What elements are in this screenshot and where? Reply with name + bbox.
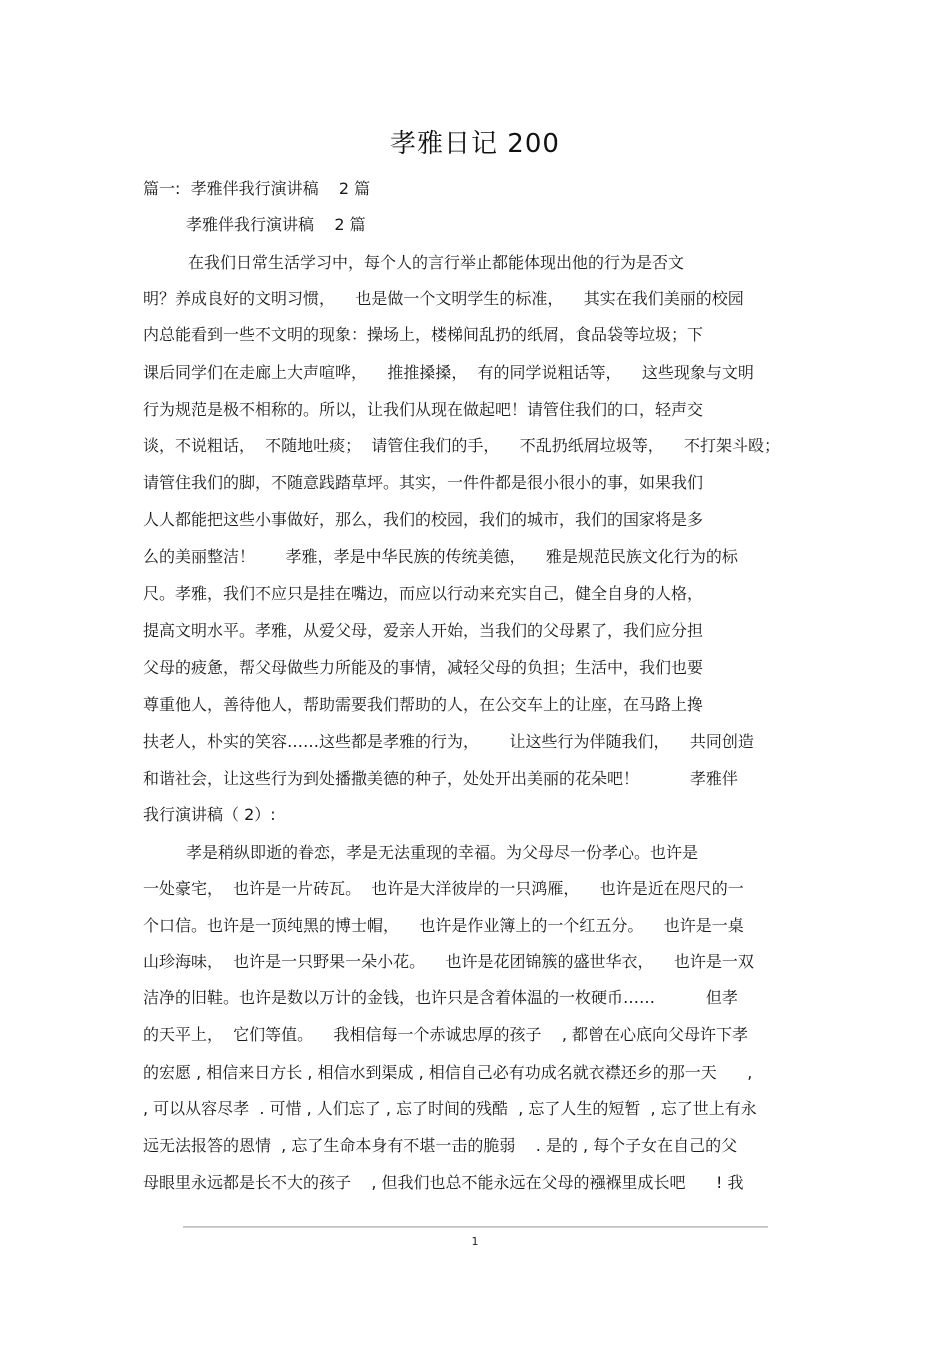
text-line: 提高文明水平。孝雅，从爱父母，爱亲人开始，当我们的父母累了，我们应分担 xyxy=(143,621,704,640)
text-line: 谈，不说粗话， 不随地吐痰； 请管住我们的手， 不乱扔纸屑垃圾等， 不打架斗殴； xyxy=(143,436,781,455)
text-line: 课后同学们在走廊上大声喧哗， 推推搡搡， 有的同学说粗话等， 这些现象与文明 xyxy=(143,363,754,382)
text-line: 的宏愿 , 相信来日方长 , 相信水到渠成 , 相信自己必有功成名就衣襟还乡的那一天 , xyxy=(143,1063,753,1082)
text-line: 明？养成良好的文明习惯， 也是做一个文明学生的标准， 其实在我们美丽的校园 xyxy=(143,289,744,308)
text-line: 一处豪宅， 也许是一片砖瓦。 也许是大洋彼岸的一只鸿雁， 也许是近在咫尺的一 xyxy=(143,879,744,898)
text-line: 行为规范是极不相称的。所以，让我们从现在做起吧！请管住我们的口，轻声交 xyxy=(143,400,704,419)
text-line: 父母的疲惫，帮父母做些力所能及的事情，减轻父母的负担；生活中，我们也要 xyxy=(143,658,704,677)
text-line: 我行演讲稿（ 2）: xyxy=(143,805,276,824)
text-line: 内总能看到一些不文明的现象：操场上，楼梯间乱扔的纸屑，食品袋等垃圾；下 xyxy=(143,325,704,344)
text-line: 个口信。也许是一顶纯黑的博士帽， 也许是作业簿上的一个红五分。 也许是一桌 xyxy=(143,916,744,935)
text-line: 孝雅伴我行演讲稿 2 篇 xyxy=(186,215,366,234)
text-line: 请管住我们的脚，不随意践踏草坪。其实，一件件都是很小很小的事，如果我们 xyxy=(143,473,704,492)
text-line: 的天平上， 它们等值。 我相信每一个赤诚忠厚的孩子 , 都曾在心底向父母许下孝 xyxy=(143,1025,749,1044)
text-line: 孝是稍纵即逝的眷恋，孝是无法重现的幸福。为父母尽一份孝心。也许是 xyxy=(186,843,699,862)
text-line: , 可以从容尽孝 . 可惜 , 人们忘了 , 忘了时间的残酷 , 忘了人生的短暂 , 忘了世上有永 xyxy=(143,1099,757,1118)
text-line: 扶老人，朴实的笑容……这些都是孝雅的行为， 让这些行为伴随我们， 共同创造 xyxy=(143,732,754,751)
text-line: 母眼里永远都是长不大的孩子 , 但我们也总不能永远在父母的襁褓里成长吧 ! 我 xyxy=(143,1173,744,1192)
text-line: 远无法报答的恩情 , 忘了生命本身有不堪一击的脆弱 . 是的 , 每个子女在自己的父 xyxy=(143,1136,738,1155)
text-line: 尊重他人，善待他人，帮助需要我们帮助的人，在公交车上的让座，在马路上搀 xyxy=(143,695,704,714)
text-line: 在我们日常生活学习中，每个人的言行举止都能体现出他的行为是否文 xyxy=(188,253,685,272)
page-number: 1 xyxy=(471,1235,479,1248)
footer-divider xyxy=(183,1226,768,1228)
text-line: 洁净的旧鞋。也许是数以万计的金钱，也许只是含着体温的一枚硬币…… 但孝 xyxy=(143,988,738,1007)
document-title: 孝雅日记 200 xyxy=(390,129,560,159)
text-line: 尺。孝雅，我们不应只是挂在嘴边，而应以行动来充实自己，健全自身的人格， xyxy=(143,584,704,603)
text-line: 人人都能把这些小事做好，那么，我们的校园，我们的城市，我们的国家将是多 xyxy=(143,510,704,529)
text-line: 山珍海味， 也许是一只野果一朵小花。 也许是花团锦簇的盛世华衣， 也许是一双 xyxy=(143,952,754,971)
text-line: 么的美丽整洁！ 孝雅，孝是中华民族的传统美德， 雅是规范民族文化行为的标 xyxy=(143,547,738,566)
text-line: 篇一: 孝雅伴我行演讲稿 2 篇 xyxy=(143,179,371,198)
text-line: 和谐社会，让这些行为到处播撒美德的种子，处处开出美丽的花朵吧！ 孝雅伴 xyxy=(143,769,738,788)
